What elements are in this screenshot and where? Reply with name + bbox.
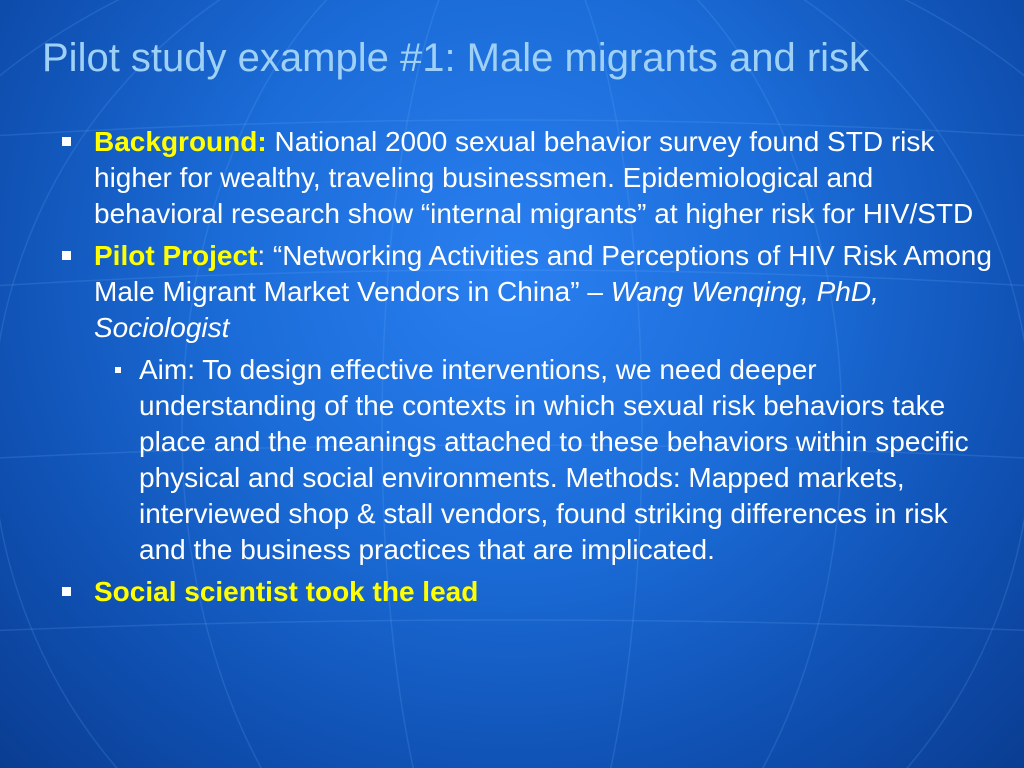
- bullet-label-background: Background:: [94, 126, 267, 157]
- slide-title: Pilot study example #1: Male migrants and risk: [42, 36, 870, 80]
- bullet-pilot-project: [60, 238, 995, 346]
- bullet-label-pilot-project: Pilot Project: [94, 240, 258, 271]
- small-square-bullet-icon: [115, 367, 121, 373]
- bullet-social-scientist: [60, 574, 995, 610]
- bullet-author: Wang Wenqing, PhD, Sociologist: [94, 276, 879, 343]
- bullet-text-background: National 2000 sexual behavior survey found STD risk higher for wealthy, traveling businessmen. Epidemiological and behavioral research show “internal migrants” at higher risk for HIV/STD: [94, 126, 974, 229]
- bullet-text-pilot-project: : “Networking Activities and Perceptions of HIV Risk Among Male Migrant Market Vendors in China” –: [94, 240, 992, 307]
- bullet-background: [60, 124, 995, 232]
- square-bullet-icon: [62, 251, 71, 260]
- bullet-label-social-scientist: Social scientist took the lead: [94, 576, 479, 607]
- sub-bullet-text-aim: Aim: To design effective interventions, we need deeper understanding of the contexts in which sexual risk behaviors take place and the meanings attached to these behaviors within specific physical and social environments. Methods: Mapped markets, interviewed shop & stall vendors, found striking differences in risk and the business practices that are implicated.: [139, 354, 969, 565]
- sub-bullet-aim: [60, 352, 995, 568]
- square-bullet-icon: [62, 137, 71, 146]
- square-bullet-icon: [62, 587, 71, 596]
- slide-body: [60, 124, 995, 616]
